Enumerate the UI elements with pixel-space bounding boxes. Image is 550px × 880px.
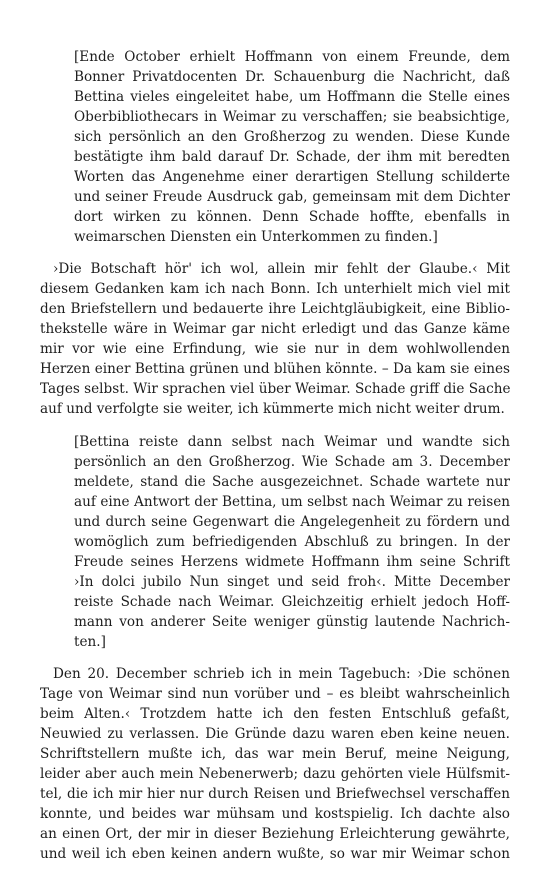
text-line: ›In dolci jubilo Nun singet und seid froh‹. Mitte December <box>74 574 510 590</box>
text-line: ten.] <box>74 634 106 650</box>
text-line: Neuwied zu verlassen. Die Gründe dazu waren eben keine neuen. <box>40 726 510 742</box>
text-line: thekstelle wäre in Weimar gar nicht erledigt und das Ganze käme <box>40 321 510 337</box>
text-line: Freude seines Herzens widmete Hoffmann ihm seine Schrift <box>74 554 510 570</box>
text-line: an einen Ort, der mir in dieser Beziehung Erleichterung gewährte, <box>40 826 510 842</box>
text-line: mann von anderer Seite weniger günstig lautende Nachrich- <box>74 614 510 630</box>
text-line: Worten das Angenehme einer derartigen Stellung schilderte <box>74 169 510 185</box>
text-line: auf und verfolgte sie weiter, ich kümmerte mich nicht weiter drum. <box>40 401 505 417</box>
text-line: sich persönlich an den Großherzog zu wenden. Diese Kunde <box>74 129 510 145</box>
text-line: bestätigte ihm bald darauf Dr. Schade, der ihm mit beredten <box>74 149 510 165</box>
text-line: womöglich zum befriedigenden Abschluß zu bringen. In der <box>74 534 510 550</box>
text-line: konnte, und beides war mühsam und kostspielig. Ich dachte also <box>40 806 510 822</box>
text-line: weimarschen Diensten ein Unterkommen zu finden.] <box>74 229 438 245</box>
text-line: beim Alten.‹ Trotzdem hatte ich den festen Entschluß gefaßt, <box>40 706 510 722</box>
text-line: [Ende October erhielt Hoffmann von einem Freunde, dem <box>74 49 510 65</box>
text-line: Tages selbst. Wir sprachen viel über Weimar. Schade griff die Sache <box>40 381 511 397</box>
text-line: auf eine Antwort der Bettina, um selbst nach Weimar zu reisen <box>74 494 510 510</box>
text-line: Oberbibliothecars in Weimar zu verschaffen; sie beabsichtige, <box>74 109 510 125</box>
text-line: und seiner Freude Ausdruck gab, gemeinsam mit dem Dichter <box>74 189 510 205</box>
text-line: meldete, stand die Sache ausgezeichnet. Schade wartete nur <box>74 474 510 490</box>
text-line: reiste Schade nach Weimar. Gleichzeitig erhielt jedoch Hoff- <box>74 594 510 610</box>
text-line: Den 20. December schrieb ich in mein Tagebuch: ›Die schönen <box>53 666 510 682</box>
text-line: dort wirken zu können. Denn Schade hoffte, ebenfalls in <box>74 209 510 225</box>
text-line: Bettina vieles eingeleitet habe, um Hoffmann die Stelle eines <box>74 89 510 105</box>
text-line: diesem Gedanken kam ich nach Bonn. Ich unterhielt mich viel mit <box>40 281 510 297</box>
text-line: Herzen einer Bettina grünen und blühen könnte. – Da kam sie eines <box>40 361 510 377</box>
text-line: persönlich an den Großherzog. Wie Schade am 3. December <box>74 454 510 470</box>
text-line: und weil ich eben keinen andern wußte, so war mir Weimar schon <box>40 846 510 862</box>
text-line: ›Die Botschaft hör' ich wol, allein mir fehlt der Glaube.‹ Mit <box>53 261 510 277</box>
text-line: Bonner Privatdocenten Dr. Schauenburg die Nachricht, daß <box>74 69 510 85</box>
text-line: Schriftstellern mußte ich, das war mein Beruf, meine Neigung, <box>40 746 510 762</box>
text-line: Tage von Weimar sind nun vorüber und – es bleibt wahrscheinlich <box>40 686 510 702</box>
text-line: den Briefstellern und bedauerte ihre Leichtgläubigkeit, eine Biblio- <box>40 301 510 317</box>
text-line: tel, die ich mir hier nur durch Reisen und Briefwechsel verschaffen <box>40 786 510 802</box>
text-line: und durch seine Gegenwart die Angelegenheit zu fördern und <box>74 514 510 530</box>
text-line: leider aber auch mein Nebenerwerb; dazu gehörten viele Hülfsmit- <box>40 766 510 782</box>
text-line: mir vor wie eine Erfindung, wie sie nur in dem wohlwollenden <box>40 341 510 357</box>
text-line: [Bettina reiste dann selbst nach Weimar und wandte sich <box>74 434 510 450</box>
